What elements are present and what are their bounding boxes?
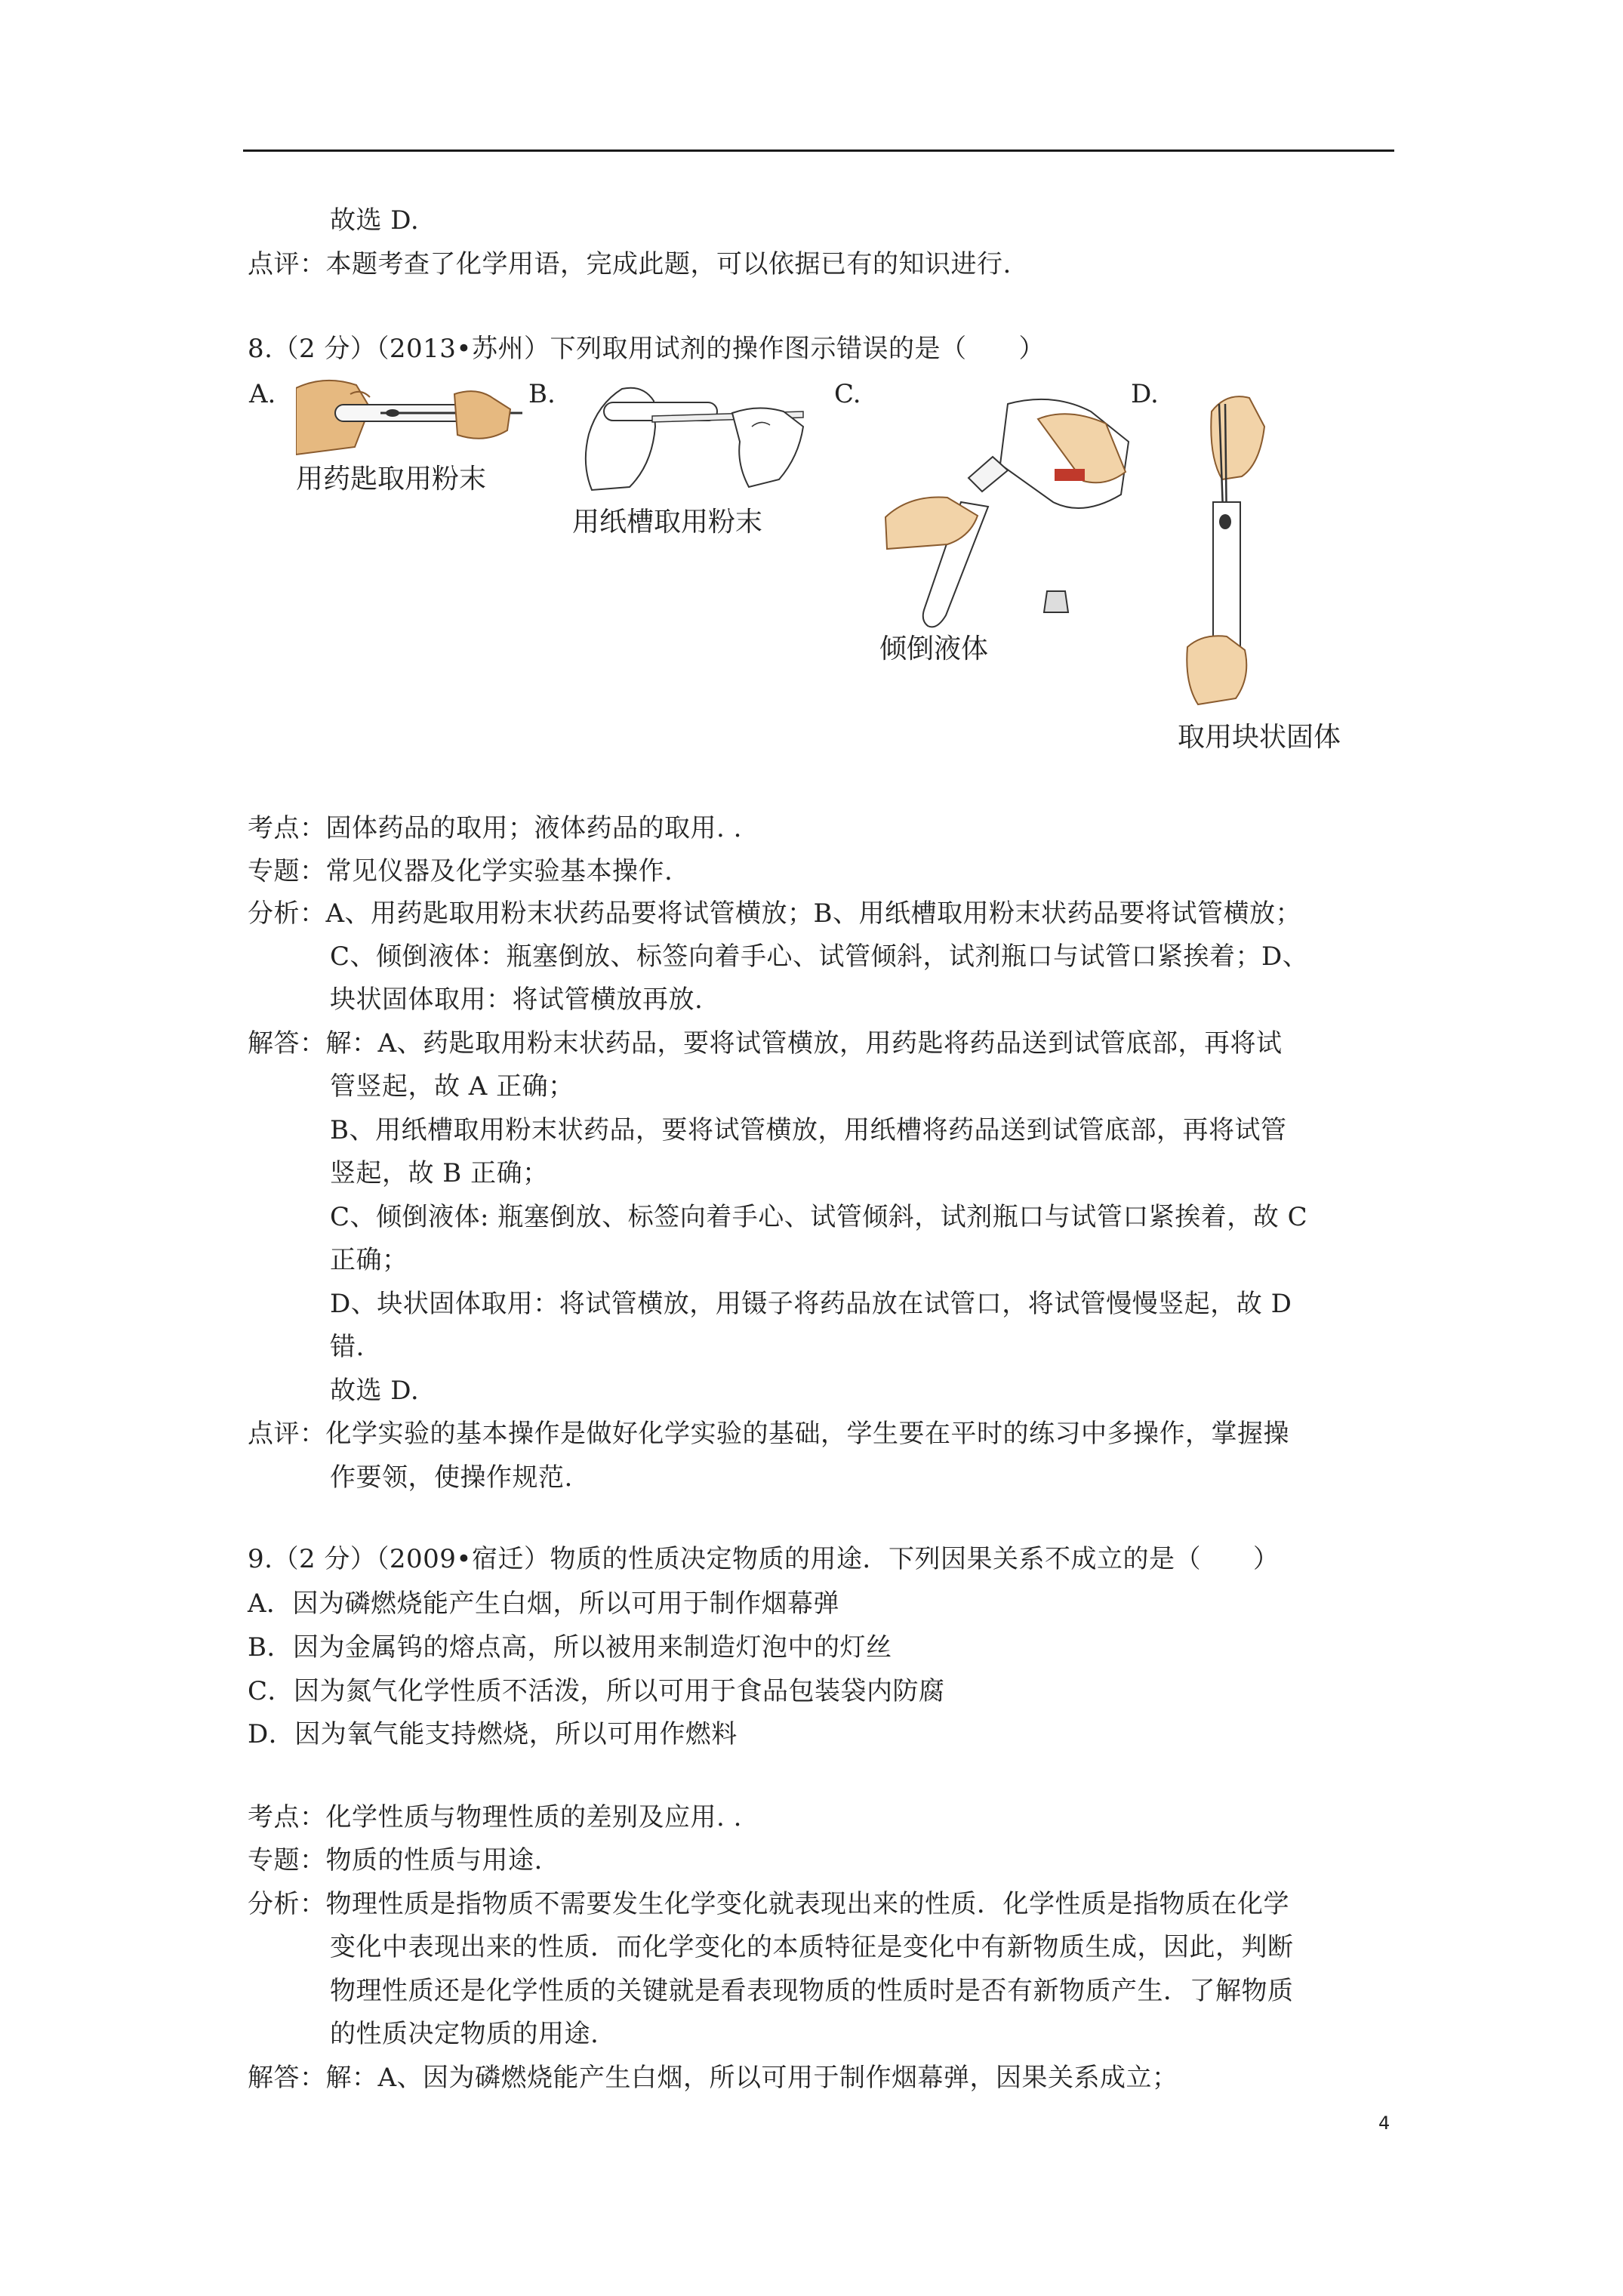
q9-stem: 9.（2 分）（2009•宿迁）物质的性质决定物质的用途．下列因果关系不成立的是（ ） — [248, 1544, 1280, 1574]
q9-fenxi-line-1: 分析：物理性质是指物质不需要发生化学变化就表现出来的性质．化学性质是指物质在化学 — [248, 1889, 1289, 1919]
q8-fenxi-line-1: 分析：A、用药匙取用粉末状药品要将试管横放；B、用纸槽取用粉末状药品要将试管横放； — [248, 898, 1302, 929]
pouring-liquid-illustration — [879, 389, 1140, 646]
q8-jieda-line-5: C、倾倒液体: 瓶塞倒放、标签向着手心、试管倾斜，试剂瓶口与试管口紧挨着，故 C — [330, 1202, 1308, 1232]
q9-fenxi-line-3: 物理性质还是化学性质的关键就是看表现物质的性质时是否有新物质产生．了解物质 — [330, 1976, 1294, 2006]
q8-jieda-line-7: D、块状固体取用：将试管横放，用镊子将药品放在试管口，将试管慢慢竖起，故 D — [330, 1289, 1292, 1319]
q9-fenxi-line-2: 变化中表现出来的性质．而化学变化的本质特征是变化中有新物质生成，因此，判断 — [330, 1932, 1294, 1962]
q8-option-c-caption: 倾倒液体 — [879, 633, 989, 664]
q8-option-b-letter: B. — [528, 379, 556, 409]
q8-zhuanti: 专题：常见仪器及化学实验基本操作. — [248, 856, 673, 886]
q8-stem: 8.（2 分）（2013•苏州）下列取用试剂的操作图示错误的是（ ） — [248, 334, 1045, 364]
q8-fenxi-line-3: 块状固体取用：将试管横放再放. — [330, 985, 704, 1015]
q8-jieda-line-1: 解答：解：A、药匙取用粉末状药品，要将试管横放，用药匙将药品送到试管底部，再将试 — [248, 1028, 1283, 1059]
q8-jieda-line-4: 竖起，故 B 正确； — [330, 1158, 549, 1188]
q8-option-a-letter: A. — [249, 379, 276, 409]
q9-option-a: A．因为磷燃烧能产生白烟，所以可用于制作烟幕弹 — [248, 1589, 840, 1619]
q8-dianping-line-2: 作要领，使操作规范. — [330, 1462, 573, 1493]
q8-jieda-line-2: 管竖起，故 A 正确； — [330, 1071, 574, 1102]
q9-fenxi-line-4: 的性质决定物质的用途. — [330, 2019, 599, 2049]
q8-option-d-letter: D. — [1131, 379, 1159, 409]
q8-option-b-caption: 用纸槽取用粉末 — [572, 507, 763, 538]
q9-option-d: D．因为氧气能支持燃烧，所以可用作燃料 — [248, 1719, 738, 1749]
page-number: 4 — [1378, 2113, 1390, 2134]
header-rule — [243, 149, 1394, 152]
q8-option-a-caption: 用药匙取用粉末 — [296, 464, 487, 495]
comment-text: 点评：本题考查了化学用语，完成此题，可以依据已有的知识进行. — [248, 249, 1012, 279]
q8-option-c-letter: C. — [834, 379, 861, 409]
q8-option-d-caption: 取用块状固体 — [1178, 722, 1341, 753]
paper-trough-illustration — [577, 381, 837, 495]
q9-option-c: C．因为氮气化学性质不活泼，所以可用于食品包装袋内防腐 — [248, 1676, 945, 1706]
q9-option-b: B．因为金属钨的熔点高，所以被用来制造灯泡中的灯丝 — [248, 1632, 892, 1663]
q8-jieda-line-8: 错. — [330, 1332, 365, 1362]
q9-zhuanti: 专题：物质的性质与用途. — [248, 1845, 543, 1875]
choose-answer-text: 故选 D. — [330, 205, 420, 236]
q8-jieda-line-6: 正确； — [330, 1245, 408, 1275]
q8-kaodian: 考点：固体药品的取用；液体药品的取用. . — [248, 813, 742, 843]
q8-fenxi-line-2: C、倾倒液体：瓶塞倒放、标签向着手心、试管倾斜，试剂瓶口与试管口紧挨着；D、 — [330, 942, 1309, 972]
q8-jieda-line-3: B、用纸槽取用粉末状药品，要将试管横放，用纸槽将药品送到试管底部，再将试管 — [330, 1115, 1287, 1145]
q9-jieda-line-1: 解答：解：A、因为磷燃烧能产生白烟，所以可用于制作烟幕弹，因果关系成立； — [248, 2063, 1178, 2093]
solid-block-tweezers-illustration — [1181, 381, 1272, 713]
q8-jieda-line-9: 故选 D. — [330, 1376, 420, 1406]
spoon-powder-illustration — [296, 371, 531, 456]
q9-kaodian: 考点：化学性质与物理性质的差别及应用. . — [248, 1802, 742, 1832]
q8-dianping-line-1: 点评：化学实验的基本操作是做好化学实验的基础，学生要在平时的练习中多操作，掌握操 — [248, 1419, 1289, 1449]
